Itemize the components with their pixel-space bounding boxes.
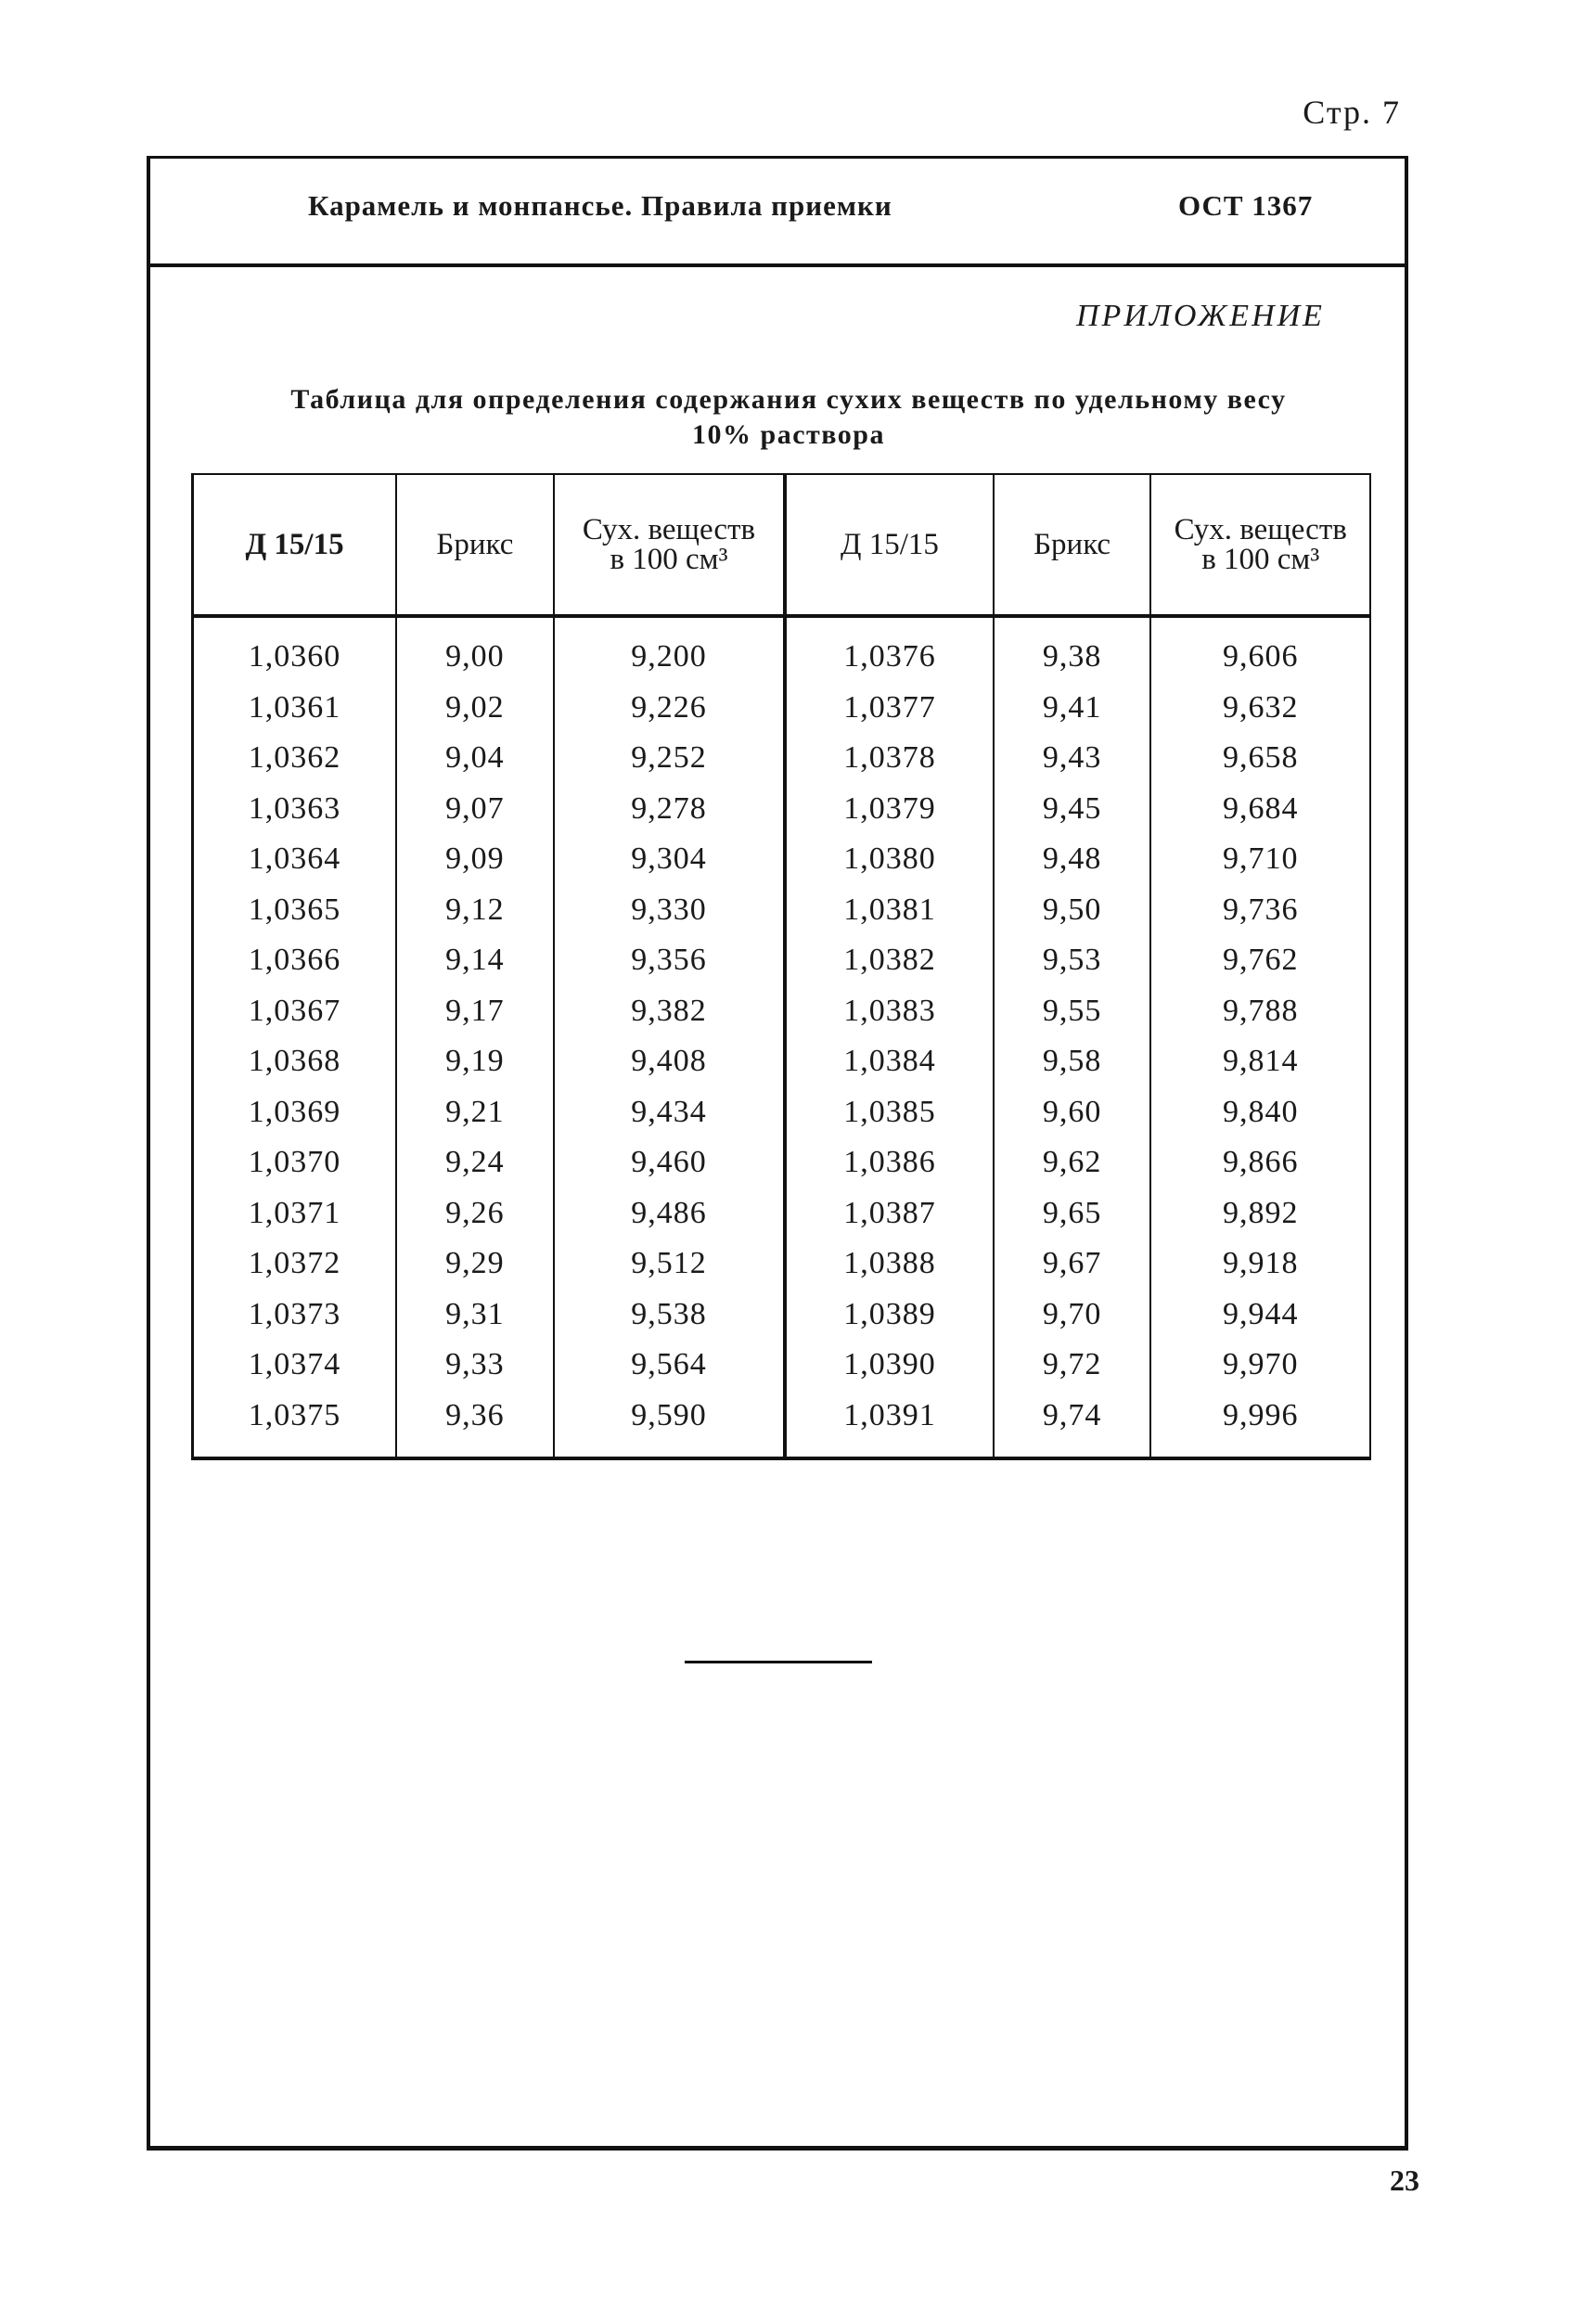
cell-dry-matter: 9,252 xyxy=(554,733,786,784)
cell-density: 1,0361 xyxy=(193,683,397,734)
cell-dry-matter-2: 9,788 xyxy=(1150,986,1370,1037)
cell-density: 1,0371 xyxy=(193,1188,397,1239)
cell-density: 1,0364 xyxy=(193,834,397,885)
table-row xyxy=(193,1188,1371,1239)
cell-density-2: 1,0380 xyxy=(785,834,994,885)
header-brix-2: Брикс xyxy=(994,474,1151,616)
table-caption-line-1: Таблица для определения содержания сухих веществ по удельному весу xyxy=(290,384,1287,415)
separator-line xyxy=(685,1661,872,1663)
table-caption-line-2: 10% раствора xyxy=(692,419,885,450)
cell-density: 1,0370 xyxy=(193,1137,397,1188)
cell-brix-2: 9,38 xyxy=(994,616,1151,683)
cell-brix: 9,04 xyxy=(396,733,554,784)
table-row xyxy=(193,733,1371,784)
document-header xyxy=(150,158,1405,267)
cell-density: 1,0373 xyxy=(193,1290,397,1341)
table-row xyxy=(193,784,1371,835)
cell-density-2: 1,0378 xyxy=(785,733,994,784)
cell-density-2: 1,0390 xyxy=(785,1340,994,1391)
table-row xyxy=(193,1036,1371,1087)
cell-brix: 9,19 xyxy=(396,1036,554,1087)
cell-dry-matter: 9,330 xyxy=(554,885,786,936)
cell-dry-matter-2: 9,658 xyxy=(1150,733,1370,784)
cell-brix: 9,36 xyxy=(396,1391,554,1459)
cell-brix-2: 9,70 xyxy=(994,1290,1151,1341)
cell-brix: 9,07 xyxy=(396,784,554,835)
cell-dry-matter-2: 9,918 xyxy=(1150,1239,1370,1290)
cell-dry-matter-2: 9,814 xyxy=(1150,1036,1370,1087)
cell-brix: 9,17 xyxy=(396,986,554,1037)
document-title: Карамель и монпансье. Правила приемки xyxy=(308,189,892,222)
cell-brix-2: 9,41 xyxy=(994,683,1151,734)
cell-density-2: 1,0383 xyxy=(785,986,994,1037)
cell-brix-2: 9,58 xyxy=(994,1036,1151,1087)
cell-density-2: 1,0377 xyxy=(785,683,994,734)
cell-brix: 9,26 xyxy=(396,1188,554,1239)
cell-density: 1,0367 xyxy=(193,986,397,1037)
table-caption xyxy=(186,382,1392,453)
cell-density-2: 1,0386 xyxy=(785,1137,994,1188)
cell-brix-2: 9,53 xyxy=(994,935,1151,986)
cell-dry-matter-2: 9,710 xyxy=(1150,834,1370,885)
cell-dry-matter: 9,434 xyxy=(554,1087,786,1138)
table-row xyxy=(193,1137,1371,1188)
cell-density-2: 1,0384 xyxy=(785,1036,994,1087)
cell-density-2: 1,0391 xyxy=(785,1391,994,1459)
header-density-2: Д 15/15 xyxy=(785,474,994,616)
cell-density: 1,0363 xyxy=(193,784,397,835)
cell-brix-2: 9,55 xyxy=(994,986,1151,1037)
table-row xyxy=(193,616,1371,683)
cell-dry-matter: 9,512 xyxy=(554,1239,786,1290)
cell-brix: 9,02 xyxy=(396,683,554,734)
cell-brix: 9,00 xyxy=(396,616,554,683)
cell-brix-2: 9,60 xyxy=(994,1087,1151,1138)
document-code: ОСТ 1367 xyxy=(1178,189,1314,222)
cell-brix-2: 9,45 xyxy=(994,784,1151,835)
cell-brix: 9,33 xyxy=(396,1340,554,1391)
header-dry-matter-line-1: Сух. веществ xyxy=(582,513,756,546)
cell-dry-matter: 9,382 xyxy=(554,986,786,1037)
cell-brix: 9,29 xyxy=(396,1239,554,1290)
header-dry-matter-2-line-2: в 100 см³ xyxy=(1201,543,1320,576)
header-density: Д 15/15 xyxy=(193,474,397,616)
cell-brix-2: 9,74 xyxy=(994,1391,1151,1459)
cell-density-2: 1,0385 xyxy=(785,1087,994,1138)
cell-dry-matter: 9,460 xyxy=(554,1137,786,1188)
cell-brix: 9,21 xyxy=(396,1087,554,1138)
cell-brix: 9,24 xyxy=(396,1137,554,1188)
cell-density-2: 1,0381 xyxy=(785,885,994,936)
cell-dry-matter: 9,278 xyxy=(554,784,786,835)
cell-density: 1,0374 xyxy=(193,1340,397,1391)
appendix-heading: ПРИЛОЖЕНИЕ xyxy=(1076,299,1325,333)
cell-brix: 9,31 xyxy=(396,1290,554,1341)
cell-brix-2: 9,43 xyxy=(994,733,1151,784)
cell-dry-matter: 9,304 xyxy=(554,834,786,885)
cell-density: 1,0366 xyxy=(193,935,397,986)
cell-dry-matter-2: 9,736 xyxy=(1150,885,1370,936)
cell-density: 1,0369 xyxy=(193,1087,397,1138)
table-row xyxy=(193,683,1371,734)
cell-dry-matter: 9,538 xyxy=(554,1290,786,1341)
cell-density-2: 1,0388 xyxy=(785,1239,994,1290)
cell-density: 1,0365 xyxy=(193,885,397,936)
cell-density-2: 1,0389 xyxy=(785,1290,994,1341)
cell-dry-matter-2: 9,892 xyxy=(1150,1188,1370,1239)
cell-brix-2: 9,67 xyxy=(994,1239,1151,1290)
cell-dry-matter-2: 9,996 xyxy=(1150,1391,1370,1459)
table-row xyxy=(193,1290,1371,1341)
cell-dry-matter: 9,486 xyxy=(554,1188,786,1239)
cell-density: 1,0360 xyxy=(193,616,397,683)
cell-brix: 9,14 xyxy=(396,935,554,986)
cell-density: 1,0372 xyxy=(193,1239,397,1290)
table-row xyxy=(193,1239,1371,1290)
cell-dry-matter: 9,200 xyxy=(554,616,786,683)
table-row xyxy=(193,885,1371,936)
header-dry-matter-2-line-1: Сух. веществ xyxy=(1174,513,1347,546)
cell-dry-matter-2: 9,944 xyxy=(1150,1290,1370,1341)
cell-brix-2: 9,65 xyxy=(994,1188,1151,1239)
table-row xyxy=(193,834,1371,885)
cell-density: 1,0368 xyxy=(193,1036,397,1087)
header-dry-matter xyxy=(554,474,786,616)
cell-brix: 9,12 xyxy=(396,885,554,936)
cell-dry-matter: 9,590 xyxy=(554,1391,786,1459)
cell-dry-matter-2: 9,970 xyxy=(1150,1340,1370,1391)
cell-dry-matter-2: 9,684 xyxy=(1150,784,1370,835)
table-row xyxy=(193,1340,1371,1391)
cell-dry-matter-2: 9,840 xyxy=(1150,1087,1370,1138)
header-brix: Брикс xyxy=(396,474,554,616)
cell-dry-matter: 9,564 xyxy=(554,1340,786,1391)
header-dry-matter-2 xyxy=(1150,474,1370,616)
cell-dry-matter-2: 9,866 xyxy=(1150,1137,1370,1188)
cell-dry-matter-2: 9,762 xyxy=(1150,935,1370,986)
density-table xyxy=(191,473,1371,1460)
cell-density-2: 1,0382 xyxy=(785,935,994,986)
cell-brix: 9,09 xyxy=(396,834,554,885)
page-label: Стр. 7 xyxy=(1303,94,1401,131)
table-row xyxy=(193,1087,1371,1138)
cell-dry-matter-2: 9,606 xyxy=(1150,616,1370,683)
cell-density-2: 1,0379 xyxy=(785,784,994,835)
cell-brix-2: 9,48 xyxy=(994,834,1151,885)
cell-density-2: 1,0376 xyxy=(785,616,994,683)
cell-dry-matter: 9,408 xyxy=(554,1036,786,1087)
cell-density: 1,0375 xyxy=(193,1391,397,1459)
cell-dry-matter-2: 9,632 xyxy=(1150,683,1370,734)
table-row xyxy=(193,986,1371,1037)
table-header-row xyxy=(193,474,1371,616)
table-row xyxy=(193,1391,1371,1459)
cell-brix-2: 9,72 xyxy=(994,1340,1151,1391)
cell-brix-2: 9,62 xyxy=(994,1137,1151,1188)
table-row xyxy=(193,935,1371,986)
cell-density: 1,0362 xyxy=(193,733,397,784)
cell-dry-matter: 9,226 xyxy=(554,683,786,734)
cell-brix-2: 9,50 xyxy=(994,885,1151,936)
header-dry-matter-line-2: в 100 см³ xyxy=(610,543,728,576)
table-body xyxy=(193,616,1371,1458)
page-number: 23 xyxy=(1390,2164,1419,2197)
cell-density-2: 1,0387 xyxy=(785,1188,994,1239)
cell-dry-matter: 9,356 xyxy=(554,935,786,986)
